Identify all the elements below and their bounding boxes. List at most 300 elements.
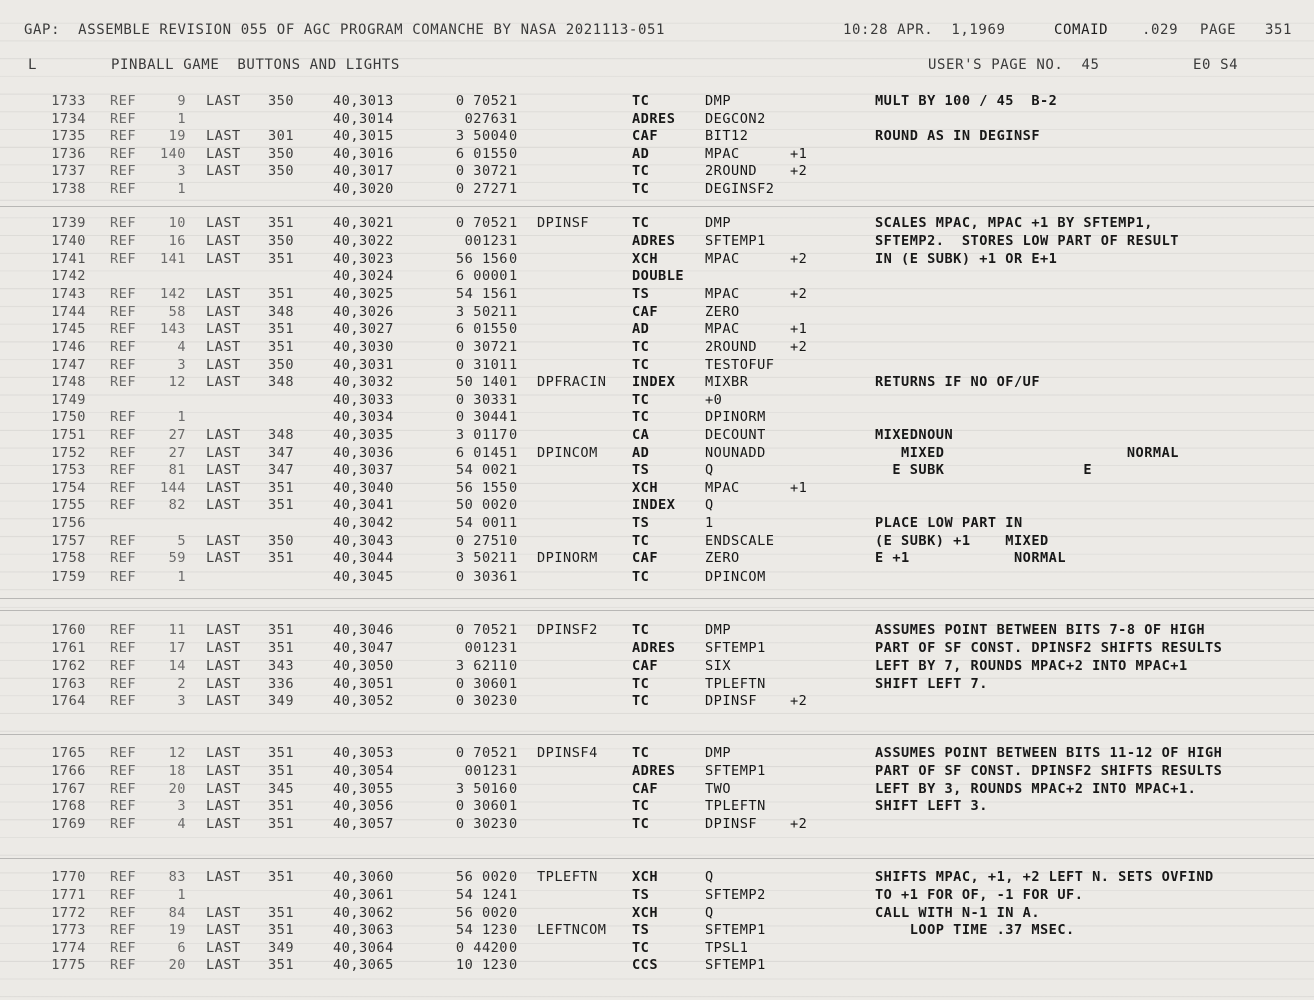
block-separator xyxy=(0,598,1314,599)
cell-addr: 40,3035 xyxy=(333,427,394,443)
cell-code: 6 0145 xyxy=(455,445,508,461)
cell-operand: TPLEFTN xyxy=(705,676,766,692)
cell-lastn: 351 xyxy=(268,640,295,656)
cell-code: 0 3072 xyxy=(455,163,508,179)
cell-operand: DEGCON2 xyxy=(705,111,766,127)
cell-code: 3 5004 xyxy=(455,128,508,144)
cell-par: 1 xyxy=(509,515,518,531)
cell-operand: DMP xyxy=(705,622,732,638)
cell-ref: REF xyxy=(110,181,137,197)
cell-code: 0 3060 xyxy=(455,798,508,814)
cell-last: LAST xyxy=(206,940,241,956)
listing-flag: L xyxy=(28,57,38,73)
listing-row xyxy=(0,339,1314,357)
cell-code: 0 7052 xyxy=(455,215,508,231)
cell-ref: REF xyxy=(110,480,137,496)
cell-label: DPINORM xyxy=(537,550,598,566)
cell-ref: REF xyxy=(110,462,137,478)
cell-op: CCS xyxy=(632,957,659,973)
cell-last: LAST xyxy=(206,233,241,249)
cell-operand: DPINSF xyxy=(705,816,758,832)
cell-label: DPINSF xyxy=(537,215,590,231)
cell-addr: 40,3040 xyxy=(333,480,394,496)
users-page-number: USER'S PAGE NO. 45 xyxy=(928,57,1100,73)
cell-lastn: 351 xyxy=(268,869,295,885)
cell-operand: SIX xyxy=(705,658,732,674)
cell-refn: 1 xyxy=(177,409,186,425)
cell-refn: 141 xyxy=(159,251,186,267)
cell-code: 50 140 xyxy=(455,374,508,390)
cell-ref: REF xyxy=(110,887,137,903)
cell-last: LAST xyxy=(206,676,241,692)
cell-lastn: 351 xyxy=(268,816,295,832)
cell-line: 1734 xyxy=(51,111,86,127)
listing-row xyxy=(0,887,1314,905)
cell-refn: 4 xyxy=(177,816,186,832)
cell-mod: +1 xyxy=(790,321,808,337)
cell-operand: SFTEMP1 xyxy=(705,763,766,779)
cell-operand: DEGINSF2 xyxy=(705,181,775,197)
listing-row xyxy=(0,798,1314,816)
cell-comment: PART OF SF CONST. DPINSF2 SHIFTS RESULTS xyxy=(875,640,1223,656)
cell-addr: 40,3046 xyxy=(333,622,394,638)
cell-code: 02763 xyxy=(464,111,508,127)
cell-operand: TESTOFUF xyxy=(705,357,775,373)
cell-addr: 40,3060 xyxy=(333,869,394,885)
cell-lastn: 351 xyxy=(268,745,295,761)
cell-op: TC xyxy=(632,816,650,832)
cell-par: 1 xyxy=(509,286,518,302)
cell-line: 1741 xyxy=(51,251,86,267)
cell-ref: REF xyxy=(110,763,137,779)
cell-lastn: 351 xyxy=(268,286,295,302)
cell-ref: REF xyxy=(110,533,137,549)
cell-refn: 2 xyxy=(177,676,186,692)
cell-par: 0 xyxy=(509,533,518,549)
cell-line: 1758 xyxy=(51,550,86,566)
cell-lastn: 347 xyxy=(268,462,295,478)
cell-par: 1 xyxy=(509,374,518,390)
cell-op: TC xyxy=(632,693,650,709)
cell-op: ADRES xyxy=(632,111,676,127)
block-separator xyxy=(0,206,1314,207)
cell-code: 56 156 xyxy=(455,251,508,267)
cell-last: LAST xyxy=(206,781,241,797)
cell-comment: PART OF SF CONST. DPINSF2 SHIFTS RESULTS xyxy=(875,763,1223,779)
cell-last: LAST xyxy=(206,251,241,267)
cell-last: LAST xyxy=(206,922,241,938)
cell-comment: E SUBK E xyxy=(875,462,1093,478)
listing-row xyxy=(0,445,1314,463)
cell-label: DPFRACIN xyxy=(537,374,607,390)
cell-line: 1755 xyxy=(51,497,86,513)
cell-operand: TPLEFTN xyxy=(705,798,766,814)
cell-refn: 20 xyxy=(168,781,186,797)
cell-last: LAST xyxy=(206,321,241,337)
cell-lastn: 343 xyxy=(268,658,295,674)
cell-last: LAST xyxy=(206,462,241,478)
cell-mod: +1 xyxy=(790,146,808,162)
cell-op: AD xyxy=(632,321,650,337)
listing-row xyxy=(0,940,1314,958)
cell-code: 0 2751 xyxy=(455,533,508,549)
cell-line: 1744 xyxy=(51,304,86,320)
cell-line: 1739 xyxy=(51,215,86,231)
cell-line: 1733 xyxy=(51,93,86,109)
cell-code: 0 7052 xyxy=(455,622,508,638)
cell-operand: ZERO xyxy=(705,550,740,566)
listing-row xyxy=(0,533,1314,551)
cell-operand: +0 xyxy=(705,392,723,408)
cell-ref: REF xyxy=(110,745,137,761)
cell-par: 1 xyxy=(509,640,518,656)
cell-addr: 40,3063 xyxy=(333,922,394,938)
cell-refn: 11 xyxy=(168,622,186,638)
comaid-ratio: .029 xyxy=(1142,22,1179,38)
cell-operand: SFTEMP1 xyxy=(705,957,766,973)
cell-operand: 2ROUND xyxy=(705,339,758,355)
cell-last: LAST xyxy=(206,693,241,709)
cell-refn: 143 xyxy=(159,321,186,337)
cell-operand: SFTEMP1 xyxy=(705,640,766,656)
cell-code: 10 123 xyxy=(455,957,508,973)
cell-ref: REF xyxy=(110,339,137,355)
cell-comment: SHIFTS MPAC, +1, +2 LEFT N. SETS OVFIND xyxy=(875,869,1214,885)
listing-row xyxy=(0,640,1314,658)
cell-ref: REF xyxy=(110,816,137,832)
cell-op: TC xyxy=(632,357,650,373)
cell-comment: MIXED NORMAL xyxy=(875,445,1179,461)
cell-line: 1743 xyxy=(51,286,86,302)
listing-subheader xyxy=(0,57,1314,77)
cell-operand: DMP xyxy=(705,745,732,761)
cell-addr: 40,3052 xyxy=(333,693,394,709)
listing-row xyxy=(0,268,1314,286)
cell-ref: REF xyxy=(110,321,137,337)
cell-refn: 59 xyxy=(168,550,186,566)
cell-ref: REF xyxy=(110,676,137,692)
cell-op: TC xyxy=(632,676,650,692)
cell-code: 6 0155 xyxy=(455,321,508,337)
cell-par: 0 xyxy=(509,957,518,973)
cell-label: TPLEFTN xyxy=(537,869,598,885)
cell-ref: REF xyxy=(110,233,137,249)
cell-comment: MIXEDNOUN xyxy=(875,427,954,443)
cell-lastn: 351 xyxy=(268,321,295,337)
cell-last: LAST xyxy=(206,215,241,231)
cell-mod: +2 xyxy=(790,693,808,709)
listing-row xyxy=(0,781,1314,799)
cell-operand: Q xyxy=(705,497,714,513)
cell-line: 1763 xyxy=(51,676,86,692)
cell-ref: REF xyxy=(110,357,137,373)
block-separator xyxy=(0,610,1314,611)
cell-refn: 12 xyxy=(168,745,186,761)
cell-operand: SFTEMP2 xyxy=(705,887,766,903)
cell-addr: 40,3014 xyxy=(333,111,394,127)
cell-addr: 40,3042 xyxy=(333,515,394,531)
cell-comment: ASSUMES POINT BETWEEN BITS 11-12 OF HIGH xyxy=(875,745,1223,761)
cell-operand: DECOUNT xyxy=(705,427,766,443)
cell-addr: 40,3062 xyxy=(333,905,394,921)
cell-refn: 3 xyxy=(177,798,186,814)
cell-code: 0 3101 xyxy=(455,357,508,373)
cell-comment: SFTEMP2. STORES LOW PART OF RESULT xyxy=(875,233,1179,249)
cell-op: XCH xyxy=(632,251,659,267)
listing-row xyxy=(0,357,1314,375)
cell-line: 1753 xyxy=(51,462,86,478)
cell-last: LAST xyxy=(206,374,241,390)
cell-operand: SFTEMP1 xyxy=(705,922,766,938)
listing-row xyxy=(0,905,1314,923)
cell-line: 1773 xyxy=(51,922,86,938)
cell-line: 1737 xyxy=(51,163,86,179)
cell-addr: 40,3026 xyxy=(333,304,394,320)
cell-operand: DPINSF xyxy=(705,693,758,709)
cell-ref: REF xyxy=(110,445,137,461)
cell-last: LAST xyxy=(206,163,241,179)
cell-code: 0 3036 xyxy=(455,569,508,585)
cell-par: 0 xyxy=(509,321,518,337)
cell-comment: PLACE LOW PART IN xyxy=(875,515,1023,531)
cell-ref: REF xyxy=(110,409,137,425)
listing-header xyxy=(0,22,1314,42)
cell-op: TC xyxy=(632,181,650,197)
cell-refn: 27 xyxy=(168,427,186,443)
cell-op: TC xyxy=(632,622,650,638)
listing-row xyxy=(0,392,1314,410)
cell-op: TC xyxy=(632,798,650,814)
cell-op: ADRES xyxy=(632,763,676,779)
cell-op: AD xyxy=(632,445,650,461)
cell-code: 0 7052 xyxy=(455,93,508,109)
cell-code: 00123 xyxy=(464,233,508,249)
cell-par: 1 xyxy=(509,462,518,478)
cell-op: TC xyxy=(632,533,650,549)
cell-addr: 40,3034 xyxy=(333,409,394,425)
listing-row xyxy=(0,550,1314,568)
cell-lastn: 351 xyxy=(268,905,295,921)
cell-code: 56 002 xyxy=(455,905,508,921)
cell-ref: REF xyxy=(110,905,137,921)
cell-ref: REF xyxy=(110,550,137,566)
cell-op: TS xyxy=(632,887,650,903)
cell-par: 0 xyxy=(509,816,518,832)
cell-lastn: 350 xyxy=(268,163,295,179)
cell-code: 0 3023 xyxy=(455,816,508,832)
cell-addr: 40,3050 xyxy=(333,658,394,674)
listing-row xyxy=(0,957,1314,975)
cell-lastn: 348 xyxy=(268,427,295,443)
cell-line: 1736 xyxy=(51,146,86,162)
cell-addr: 40,3051 xyxy=(333,676,394,692)
cell-operand: ZERO xyxy=(705,304,740,320)
cell-par: 0 xyxy=(509,497,518,513)
cell-refn: 83 xyxy=(168,869,186,885)
cell-addr: 40,3065 xyxy=(333,957,394,973)
cell-operand: Q xyxy=(705,905,714,921)
cell-last: LAST xyxy=(206,146,241,162)
cell-comment: LOOP TIME .37 MSEC. xyxy=(875,922,1075,938)
listing-row xyxy=(0,111,1314,129)
listing-row xyxy=(0,215,1314,233)
cell-par: 0 xyxy=(509,146,518,162)
cell-op: CA xyxy=(632,427,650,443)
cell-code: 3 5016 xyxy=(455,781,508,797)
cell-line: 1745 xyxy=(51,321,86,337)
cell-par: 1 xyxy=(509,357,518,373)
cell-operand: DPINORM xyxy=(705,409,766,425)
cell-ref: REF xyxy=(110,869,137,885)
cell-ref: REF xyxy=(110,940,137,956)
cell-addr: 40,3036 xyxy=(333,445,394,461)
cell-addr: 40,3043 xyxy=(333,533,394,549)
cell-operand: SFTEMP1 xyxy=(705,233,766,249)
cell-line: 1757 xyxy=(51,533,86,549)
cell-line: 1762 xyxy=(51,658,86,674)
cell-addr: 40,3013 xyxy=(333,93,394,109)
cell-op: DOUBLE xyxy=(632,268,685,284)
cell-par: 1 xyxy=(509,181,518,197)
listing-row xyxy=(0,181,1314,199)
cell-lastn: 345 xyxy=(268,781,295,797)
cell-op: TS xyxy=(632,462,650,478)
cell-ref: REF xyxy=(110,286,137,302)
cell-addr: 40,3056 xyxy=(333,798,394,814)
cell-line: 1760 xyxy=(51,622,86,638)
cell-par: 1 xyxy=(509,233,518,249)
cell-par: 1 xyxy=(509,550,518,566)
cell-refn: 58 xyxy=(168,304,186,320)
cell-op: CAF xyxy=(632,658,659,674)
cell-par: 1 xyxy=(509,409,518,425)
cell-op: TC xyxy=(632,163,650,179)
cell-refn: 16 xyxy=(168,233,186,249)
cell-last: LAST xyxy=(206,798,241,814)
cell-lastn: 351 xyxy=(268,763,295,779)
cell-lastn: 350 xyxy=(268,357,295,373)
cell-refn: 1 xyxy=(177,181,186,197)
cell-operand: ENDSCALE xyxy=(705,533,775,549)
cell-par: 1 xyxy=(509,622,518,638)
cell-addr: 40,3025 xyxy=(333,286,394,302)
listing-row xyxy=(0,427,1314,445)
cell-op: XCH xyxy=(632,905,659,921)
cell-par: 1 xyxy=(509,268,518,284)
cell-code: 00123 xyxy=(464,640,508,656)
cell-lastn: 351 xyxy=(268,622,295,638)
cell-lastn: 348 xyxy=(268,374,295,390)
cell-addr: 40,3057 xyxy=(333,816,394,832)
cell-ref: REF xyxy=(110,251,137,267)
cell-par: 0 xyxy=(509,905,518,921)
cell-last: LAST xyxy=(206,286,241,302)
cell-ref: REF xyxy=(110,798,137,814)
cell-par: 1 xyxy=(509,887,518,903)
cell-code: 6 0155 xyxy=(455,146,508,162)
cell-refn: 4 xyxy=(177,339,186,355)
cell-par: 0 xyxy=(509,781,518,797)
section-title: PINBALL GAME BUTTONS AND LIGHTS xyxy=(111,57,400,73)
cell-line: 1742 xyxy=(51,268,86,284)
cell-op: ADRES xyxy=(632,640,676,656)
cell-addr: 40,3053 xyxy=(333,745,394,761)
cell-lastn: 350 xyxy=(268,146,295,162)
cell-ref: REF xyxy=(110,622,137,638)
cell-last: LAST xyxy=(206,93,241,109)
cell-last: LAST xyxy=(206,957,241,973)
cell-code: 54 156 xyxy=(455,286,508,302)
cell-code: 54 124 xyxy=(455,887,508,903)
cell-comment: CALL WITH N-1 IN A. xyxy=(875,905,1040,921)
listing-row xyxy=(0,763,1314,781)
cell-last: LAST xyxy=(206,640,241,656)
cell-line: 1765 xyxy=(51,745,86,761)
cell-op: INDEX xyxy=(632,374,676,390)
cell-addr: 40,3054 xyxy=(333,763,394,779)
cell-refn: 82 xyxy=(168,497,186,513)
cell-last: LAST xyxy=(206,869,241,885)
cell-code: 54 001 xyxy=(455,515,508,531)
cell-line: 1775 xyxy=(51,957,86,973)
cell-lastn: 351 xyxy=(268,251,295,267)
cell-last: LAST xyxy=(206,480,241,496)
cell-comment: LEFT BY 3, ROUNDS MPAC+2 INTO MPAC+1. xyxy=(875,781,1197,797)
cell-par: 1 xyxy=(509,763,518,779)
cell-refn: 81 xyxy=(168,462,186,478)
cell-op: TC xyxy=(632,392,650,408)
cell-comment: SHIFT LEFT 3. xyxy=(875,798,988,814)
cell-refn: 17 xyxy=(168,640,186,656)
page-number: 351 xyxy=(1265,22,1293,38)
cell-label: DPINSF2 xyxy=(537,622,598,638)
cell-line: 1748 xyxy=(51,374,86,390)
cell-refn: 144 xyxy=(159,480,186,496)
cell-lastn: 351 xyxy=(268,798,295,814)
cell-addr: 40,3015 xyxy=(333,128,394,144)
cell-operand: DPINCOM xyxy=(705,569,766,585)
cell-op: TC xyxy=(632,339,650,355)
cell-addr: 40,3032 xyxy=(333,374,394,390)
cell-par: 1 xyxy=(509,111,518,127)
cell-line: 1756 xyxy=(51,515,86,531)
cell-line: 1764 xyxy=(51,693,86,709)
cell-line: 1752 xyxy=(51,445,86,461)
listing-row xyxy=(0,462,1314,480)
cell-par: 0 xyxy=(509,922,518,938)
cell-ref: REF xyxy=(110,128,137,144)
cell-operand: Q xyxy=(705,462,714,478)
cell-ref: REF xyxy=(110,693,137,709)
listing-row xyxy=(0,693,1314,711)
cell-addr: 40,3037 xyxy=(333,462,394,478)
cell-comment: SHIFT LEFT 7. xyxy=(875,676,988,692)
cell-comment: ROUND AS IN DEGINSF xyxy=(875,128,1040,144)
cell-lastn: 351 xyxy=(268,215,295,231)
cell-comment: IN (E SUBK) +1 OR E+1 xyxy=(875,251,1058,267)
listing-row xyxy=(0,409,1314,427)
listing-row xyxy=(0,622,1314,640)
cell-operand: MPAC xyxy=(705,321,740,337)
listing-row xyxy=(0,658,1314,676)
cell-lastn: 351 xyxy=(268,922,295,938)
cell-lastn: 349 xyxy=(268,693,295,709)
cell-line: 1747 xyxy=(51,357,86,373)
cell-last: LAST xyxy=(206,816,241,832)
cell-op: CAF xyxy=(632,304,659,320)
cell-op: INDEX xyxy=(632,497,676,513)
cell-addr: 40,3031 xyxy=(333,357,394,373)
